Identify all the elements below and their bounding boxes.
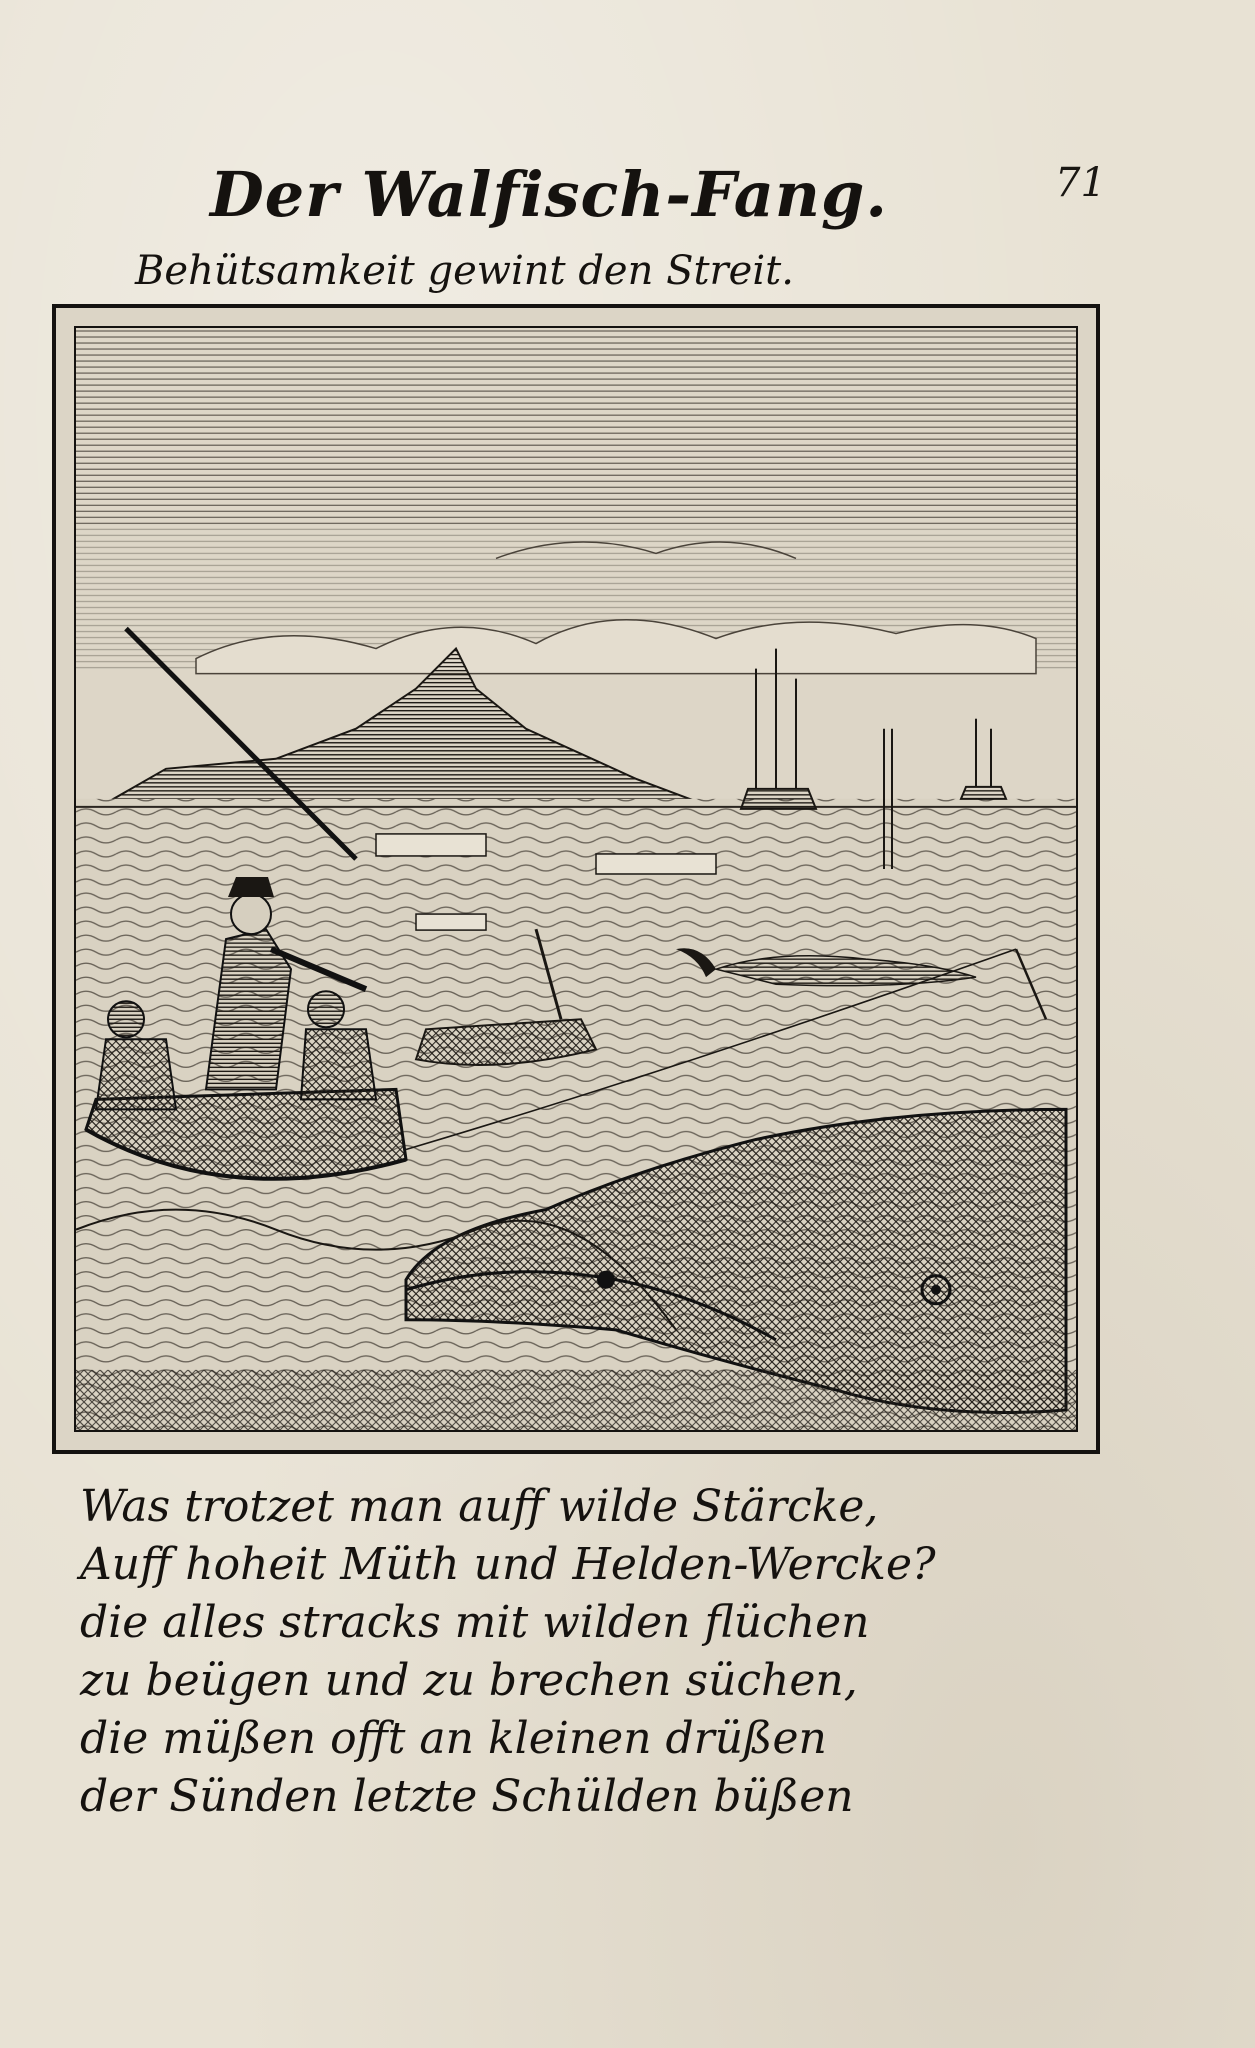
engraving-frame bbox=[52, 304, 1100, 1454]
verse-line: Auff hoheit Müth und Helden-Wercke? bbox=[80, 1539, 936, 1590]
verse-block bbox=[80, 1478, 1130, 1826]
verse-line: zu beügen und zu brechen süchen, bbox=[80, 1655, 858, 1706]
whaling-engraving-image bbox=[76, 328, 1076, 1430]
verse-line: der Sünden letzte Schülden büßen bbox=[80, 1771, 854, 1822]
verse-line: die alles stracks mit wilden flüchen bbox=[80, 1597, 870, 1648]
engraving-inner-frame bbox=[74, 326, 1078, 1432]
verse-line: die müßen offt an kleinen drüßen bbox=[80, 1713, 827, 1764]
verse-line: Was trotzet man auff wilde Stärcke, bbox=[80, 1481, 879, 1532]
page-title: Der Walfisch-Fang. bbox=[210, 158, 888, 231]
page-number: 71 bbox=[1055, 160, 1106, 206]
page-motto: Behütsamkeit gewint den Streit. bbox=[135, 248, 794, 294]
